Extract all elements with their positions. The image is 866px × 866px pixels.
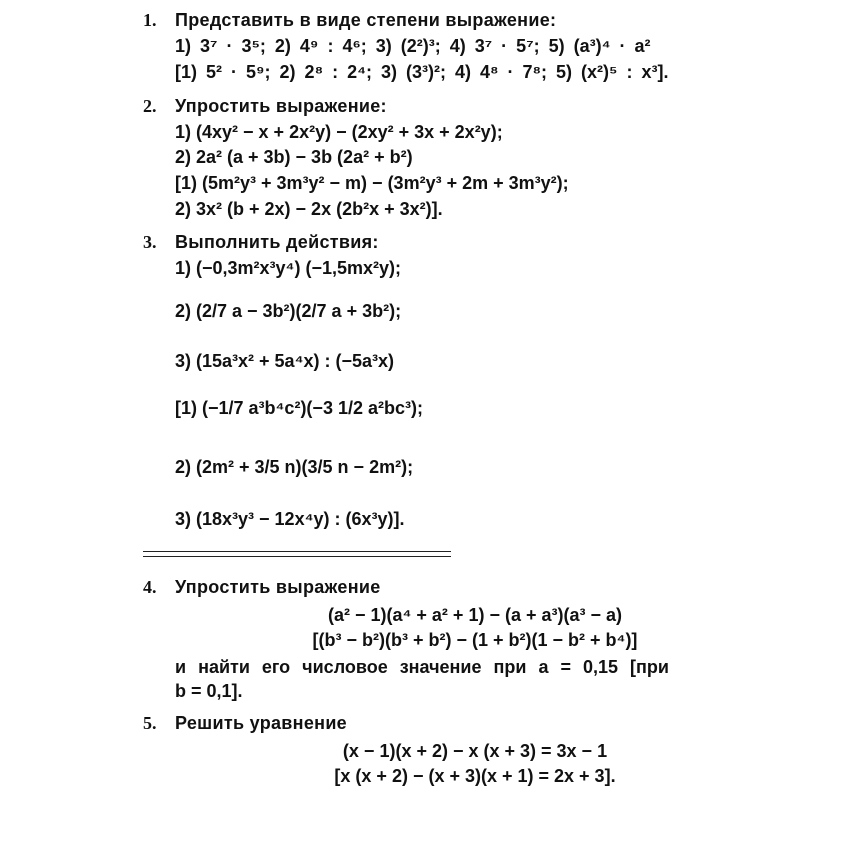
problem-1-heading: 1. Представить в виде степени выражение: <box>143 10 557 30</box>
problem-3-line-6: 3) (18x³y³ − 12x⁴y) : (6x³y)]. <box>175 509 405 529</box>
problem-4-heading: 4. Упростить выражение <box>143 577 381 597</box>
section-divider <box>143 551 451 552</box>
problem-3-line-2: 2) (2/7 a − 3b²)(2/7 a + 3b²); <box>175 301 402 321</box>
problem-5-line-1: (x − 1)(x + 2) − x (x + 3) = 3x − 1 <box>342 741 608 761</box>
problem-3-line-1: 1) (−0,3m²x³y⁴) (−1,5mx²y); <box>175 258 401 278</box>
problem-5-heading: 5. Решить уравнение <box>143 713 347 733</box>
problem-1-line-2: [1) 5² · 5⁹; 2) 2⁸ : 2⁴; 3) (3³)²; 4) 4⁸ · 7⁸; 5) (x²)⁵ : x³]. <box>175 62 669 82</box>
problem-4-line-2: [(b³ − b²)(b³ + b²) − (1 + b²)(1 − b² + b⁴)] <box>312 630 638 650</box>
problem-1-line-1: 1) 3⁷ · 3⁵; 2) 4⁹ : 4⁶; 3) (2²)³; 4) 3⁷ · 5⁷; 5) (a³)⁴ · a² <box>175 36 651 56</box>
problem-4-line-3: и найти его числовое значение при a = 0,15 [при <box>175 657 669 677</box>
problem-2-line-4: 2) 3x² (b + 2x) − 2x (2b²x + 3x²)]. <box>175 199 443 219</box>
problem-4-line-4: b = 0,1]. <box>175 681 243 701</box>
problem-2-line-3: [1) (5m²y³ + 3m³y² − m) − (3m²y³ + 2m + 3m³y²); <box>175 173 569 193</box>
problem-2-heading: 2. Упростить выражение: <box>143 96 387 116</box>
problem-3-line-3: 3) (15a³x² + 5a⁴x) : (−5a³x) <box>175 351 394 371</box>
problem-3-line-4: [1) (−1/7 a³b⁴c²)(−3 1/2 a²bc³); <box>175 398 423 418</box>
problem-3-heading: 3. Выполнить действия: <box>143 232 379 252</box>
problem-2-line-2: 2) 2a² (a + 3b) − 3b (2a² + b²) <box>175 147 413 167</box>
section-divider <box>143 556 451 557</box>
problem-3-line-5: 2) (2m² + 3/5 n)(3/5 n − 2m²); <box>175 457 414 477</box>
problem-4-line-1: (a² − 1)(a⁴ + a² + 1) − (a + a³)(a³ − a) <box>327 605 622 625</box>
problem-5-line-2: [x (x + 2) − (x + 3)(x + 1) = 2x + 3]. <box>334 766 616 786</box>
problem-2-line-1: 1) (4xy² − x + 2x²y) − (2xy² + 3x + 2x²y); <box>175 122 503 142</box>
